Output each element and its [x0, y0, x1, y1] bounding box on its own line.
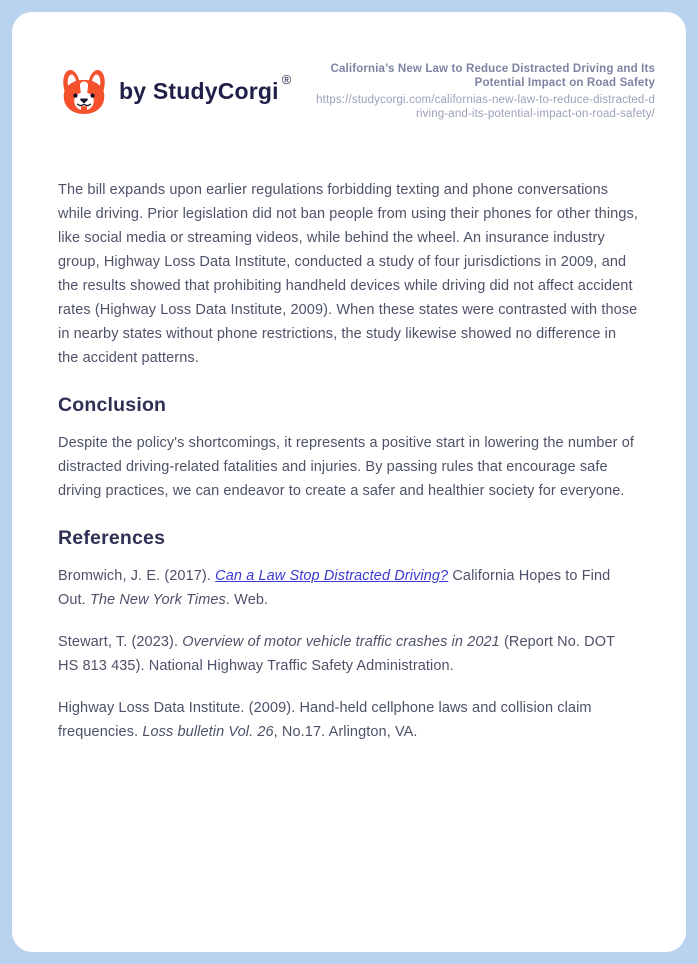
- references-heading: References: [58, 527, 166, 549]
- reference-item: [58, 564, 638, 612]
- reference-text: , No.17. Arlington, VA.: [273, 724, 418, 740]
- conclusion-heading: Conclusion: [58, 394, 167, 416]
- reference-text: Bromwich, J. E. (2017).: [58, 568, 216, 584]
- reference-item: [58, 696, 638, 744]
- reference-link[interactable]: Can a Law Stop Distracted Driving?: [215, 568, 449, 584]
- reference-text: . Web.: [225, 592, 269, 608]
- document-header: [12, 12, 686, 121]
- reference-text: (Report No. DOT HS 813 435). National Highway Traffic Safety Administration.: [58, 634, 615, 674]
- reference-source-italic: Loss bulletin Vol. 26: [142, 724, 274, 740]
- reference-item: [58, 630, 638, 678]
- intro-paragraph: The bill expands upon earlier regulations forbidding texting and phone conversations while driving. Prior legislation did not ban people from using their phones for other things, like social media or streaming videos, while behind the wheel. An insurance industry group, Highway Loss Data Institute, conducted a study of four jurisdictions in 2009, and the results showed that prohibiting handheld devices while driving did not affect accident rates (Highway Loss Data Institute, 2009). When these states were contrasted with those in nearby states without phone restrictions, the study likewise showed no difference in the accident patterns.: [58, 182, 638, 366]
- document-title: California’s New Law to Reduce Distracted Driving and Its Potential Impact on Road Safety: [330, 63, 655, 89]
- document-card: [12, 12, 686, 952]
- reference-text: Highway Loss Data Institute. (2009). Hand-held cellphone laws and collision claim frequencies.: [58, 700, 592, 740]
- reference-text: California Hopes to Find Out.: [58, 568, 611, 608]
- reference-text: Stewart, T. (2023).: [58, 634, 183, 650]
- document-url: https://studycorgi.com/californias-new-law-to-reduce-distracted-driving-and-its-potential-impact-on-road-safety/: [316, 94, 655, 120]
- registered-trademark: ®: [281, 71, 292, 87]
- reference-source-italic: The New York Times: [89, 592, 226, 608]
- reference-source-italic: Overview of motor vehicle traffic crashes in 2021: [182, 634, 500, 650]
- brand-name: by StudyCorgi: [119, 78, 279, 104]
- document-meta: [315, 62, 655, 121]
- studycorgi-brand: [58, 66, 291, 118]
- conclusion-paragraph: Despite the policy's shortcomings, it represents a positive start in lowering the number of distracted driving-related fatalities and injuries. By passing rules that encourage safe driving practices, we can endeavor to create a safer and healthier society for everyone.: [58, 435, 635, 499]
- corgi-logo-icon: [58, 66, 110, 118]
- document-body: [12, 178, 686, 744]
